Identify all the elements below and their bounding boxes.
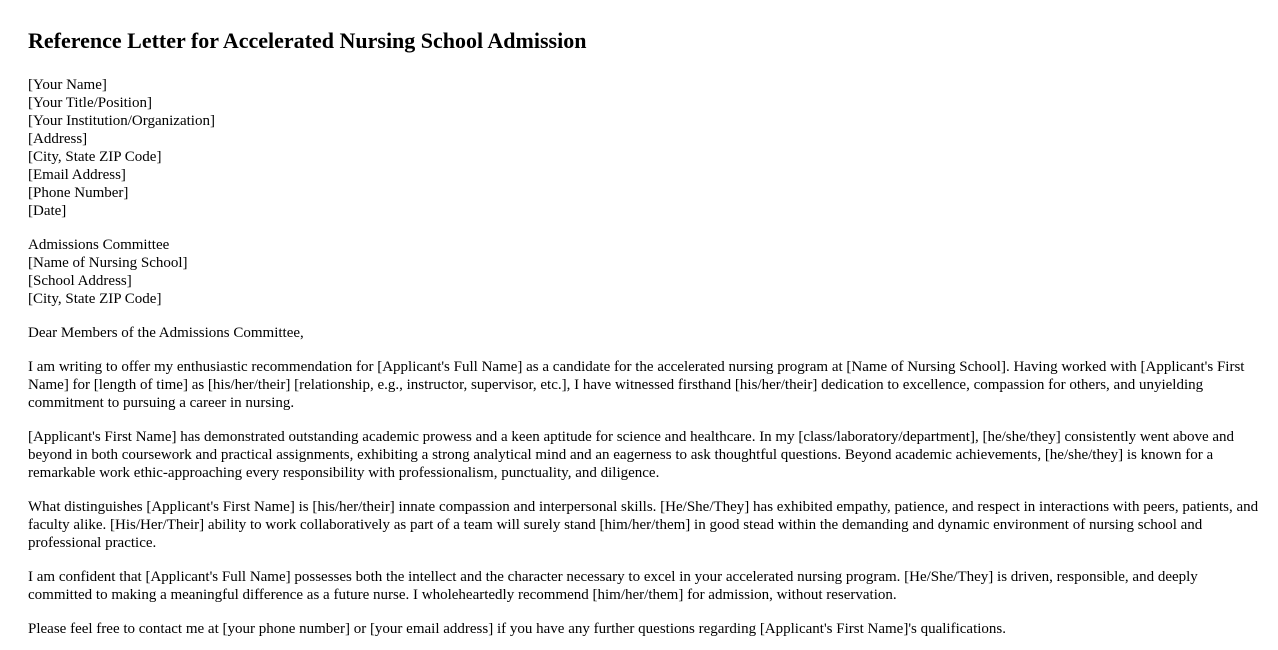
sender-phone: [Phone Number] [28,185,129,201]
letter-date: [Date] [28,203,67,219]
sender-email: [Email Address] [28,167,126,183]
sender-address-block [28,76,1264,220]
sender-name: [Your Name] [28,77,107,93]
body-paragraph-compassion: What distinguishes [Applicant's First Name] is [his/her/their] innate compassion and interpersonal skills. [He/She/They] has exhibited empathy, patience, and respect in interactions with peers, patients, and faculty alike. [His/Her/Their] ability to work collaboratively as part of a team will surely stand [him/her/them] in good stead within the demanding and dynamic environment of nursing school and professional practice. [28,499,1259,551]
sender-institution: [Your Institution/Organization] [28,113,215,129]
body-paragraph-contact: Please feel free to contact me at [your phone number] or [your email address] if you have any further questions regarding [Applicant's First Name]'s qualifications. [28,621,1007,637]
body-paragraph-recommendation: I am confident that [Applicant's Full Name] possesses both the intellect and the character necessary to excel in your accelerated nursing program. [He/She/They] is driven, responsible, and deeply committed to making a meaningful difference as a future nurse. I wholeheartedly recommend [him/her/them] for admission, without reservation. [28,569,1198,603]
body-paragraph-academics: [Applicant's First Name] has demonstrated outstanding academic prowess and a keen aptitude for science and healthcare. In my [class/laboratory/department], [he/she/they] consistently went above and beyond in both coursework and practical assignments, exhibiting a strong analytical mind and an eagerness to ask thoughtful questions. Beyond academic achievements, [he/she/they] is known for a remarkable work ethic-approaching every responsibility with professionalism, punctuality, and diligence. [28,429,1235,481]
sender-city-state-zip: [City, State ZIP Code] [28,149,162,165]
letter-title: Reference Letter for Accelerated Nursing School Admission [28,28,587,53]
salutation: Dear Members of the Admissions Committee, [28,325,304,341]
recipient-school-address: [School Address] [28,273,132,289]
recipient-school-name: [Name of Nursing School] [28,255,188,271]
recipient-city-state-zip: [City, State ZIP Code] [28,291,162,307]
recipient-committee: Admissions Committee [28,237,170,253]
sender-title: [Your Title/Position] [28,95,152,111]
body-paragraph-introduction: I am writing to offer my enthusiastic recommendation for [Applicant's Full Name] as a candidate for the accelerated nursing program at [Name of Nursing School]. Having worked with [Applicant's First Name] for [length of time] as [his/her/their] [relationship, e.g., instructor, supervisor, etc.], I have witnessed firsthand [his/her/their] dedication to excellence, compassion for others, and unyielding commitment to pursuing a career in nursing. [28,359,1245,411]
recipient-address-block [28,236,1264,308]
sender-address: [Address] [28,131,88,147]
